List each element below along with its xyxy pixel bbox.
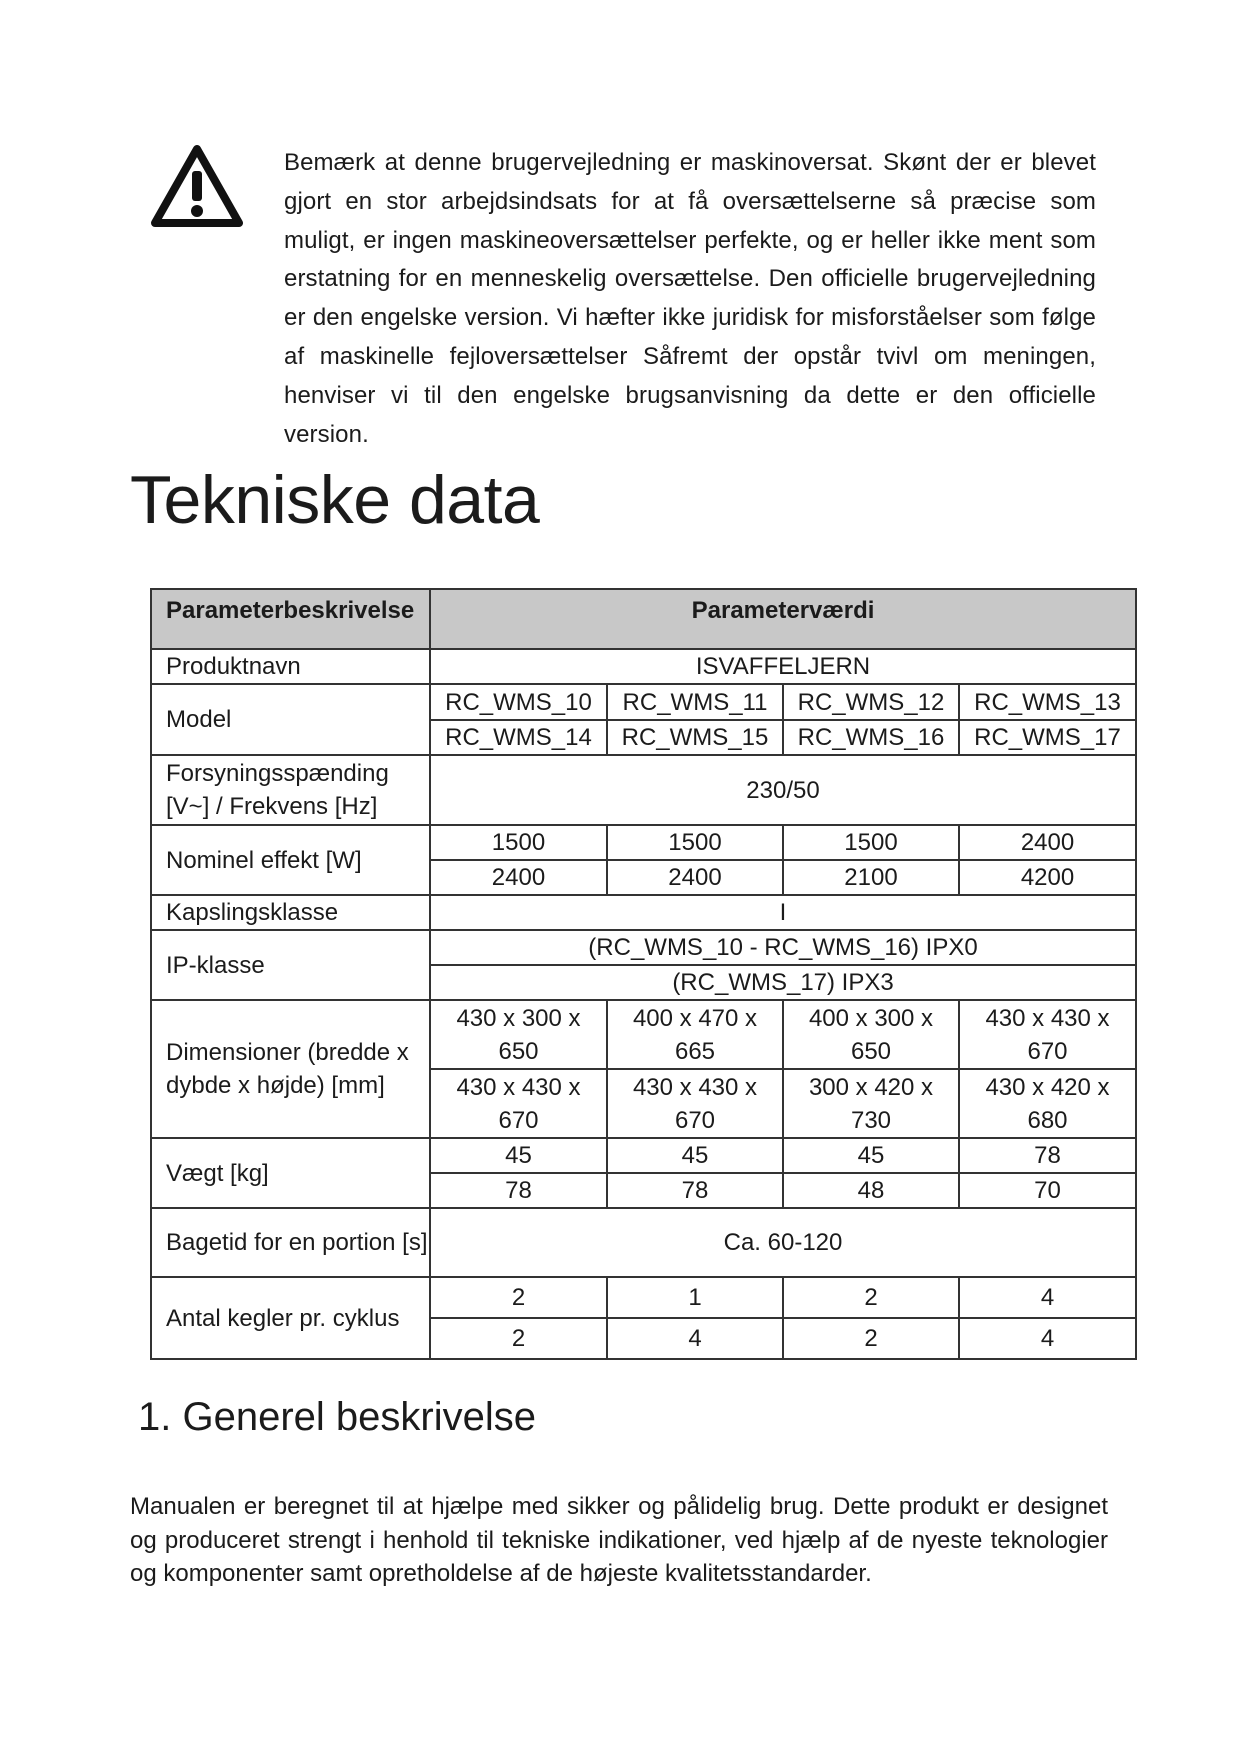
dimension-line: 300 x 420 x [808, 1073, 934, 1101]
dimension-cell [783, 1069, 959, 1138]
supply-label-line1: Forsyningsspænding [166, 760, 389, 787]
supply-voltage-value: 230/50 [430, 755, 1136, 825]
table-row [151, 1138, 1136, 1173]
dimension-cell [607, 1069, 783, 1138]
ip-class-value: (RC_WMS_10 - RC_WMS_16) IPX0 [430, 930, 1136, 965]
supply-voltage-label [151, 755, 430, 825]
table-row [151, 825, 1136, 860]
dimension-line: 670 [674, 1106, 716, 1134]
cones-cell: 2 [783, 1277, 959, 1318]
power-cell: 1500 [607, 825, 783, 860]
dimension-cell [959, 1000, 1136, 1069]
model-cell: RC_WMS_11 [607, 684, 783, 720]
cones-cell: 2 [783, 1318, 959, 1359]
table-row [151, 895, 1136, 930]
header-parameter-value: Parameterværdi [430, 589, 1136, 649]
weight-cell: 78 [430, 1173, 607, 1208]
dimension-line: 400 x 300 x [808, 1004, 934, 1032]
weight-cell: 70 [959, 1173, 1136, 1208]
cones-cell: 4 [959, 1318, 1136, 1359]
dimension-line: 680 [1027, 1106, 1068, 1134]
cones-cell: 1 [607, 1277, 783, 1318]
ip-class-value: (RC_WMS_17) IPX3 [430, 965, 1136, 1000]
cones-per-cycle-label: Antal kegler pr. cyklus [151, 1277, 430, 1359]
model-cell: RC_WMS_14 [430, 720, 607, 755]
cones-cell: 4 [607, 1318, 783, 1359]
power-cell: 2400 [959, 825, 1136, 860]
protection-class-value: I [430, 895, 1136, 930]
weight-cell: 78 [959, 1138, 1136, 1173]
power-cell: 1500 [430, 825, 607, 860]
dimension-line: 430 x 430 x [632, 1073, 758, 1101]
weight-cell: 78 [607, 1173, 783, 1208]
table-row [151, 1000, 1136, 1069]
model-cell: RC_WMS_17 [959, 720, 1136, 755]
dimension-line: 430 x 430 x [985, 1004, 1110, 1032]
dimension-cell [783, 1000, 959, 1069]
dimension-line: 730 [850, 1106, 892, 1134]
dimension-line: 430 x 300 x [456, 1004, 581, 1032]
section-body-text: Manualen er beregnet til at hjælpe med sikker og pålidelig brug. Dette produkt er designet og produceret strengt i henhold til tekniske indikationer, ved hjælp af de nyeste teknologier og komponenter samt opretholdelse af de højeste kvalitetsstandarder. [130, 1493, 1108, 1587]
baking-time-label: Bagetid for en portion [s] [151, 1208, 430, 1277]
page-title: Tekniske data [130, 462, 540, 538]
table-row [151, 1208, 1136, 1277]
weight-cell: 45 [607, 1138, 783, 1173]
dimension-line: 670 [1027, 1037, 1068, 1065]
weight-cell: 45 [430, 1138, 607, 1173]
technical-data-table [150, 588, 1137, 1360]
power-cell: 2400 [607, 860, 783, 895]
table-header-row [151, 589, 1136, 649]
power-cell: 4200 [959, 860, 1136, 895]
table-row [151, 755, 1136, 825]
model-cell: RC_WMS_10 [430, 684, 607, 720]
dimension-cell [607, 1000, 783, 1069]
table-row [151, 930, 1136, 965]
section-heading: 1. Generel beskrivelse [138, 1395, 536, 1439]
notice-text: Bemærk at denne brugervejledning er maskinoversat. Skønt der er blevet gjort en stor arbejdsindsats for at få oversættelserne så præcise som muligt, er ingen maskineoversættelser perfekte, og er heller ikke ment som erstatning for en menneskelig oversættelse. Den officielle brugervejledning er den engelske version. Vi hæfter ikke juridisk for misforståelser som følge af maskinelle fejloversættelser Såfremt der opstår tvivl om meningen, henviser vi til den engelske brugsanvisning da dette er den officielle version. [284, 149, 1096, 448]
dimensions-label: Dimensioner (bredde x dybde x højde) [mm] [151, 1000, 430, 1138]
cones-cell: 2 [430, 1318, 607, 1359]
warning-triangle-icon [150, 144, 244, 228]
dimension-line: 430 x 430 x [456, 1073, 581, 1101]
table-row [151, 684, 1136, 720]
weight-cell: 45 [783, 1138, 959, 1173]
baking-time-value: Ca. 60-120 [430, 1208, 1136, 1277]
power-cell: 1500 [783, 825, 959, 860]
table-row [151, 649, 1136, 684]
nominal-power-label: Nominel effekt [W] [151, 825, 430, 895]
dimension-line: 650 [850, 1037, 892, 1065]
model-label: Model [151, 684, 430, 755]
header-parameter-description: Parameterbeskrivelse [151, 589, 430, 649]
protection-class-label: Kapslingsklasse [151, 895, 430, 930]
cones-cell: 4 [959, 1277, 1136, 1318]
weight-cell: 48 [783, 1173, 959, 1208]
product-name-value: ISVAFFELJERN [430, 649, 1136, 684]
dimension-line: 400 x 470 x [632, 1004, 758, 1032]
dimension-cell [959, 1069, 1136, 1138]
dimension-line: 670 [498, 1106, 539, 1134]
dimension-line: 650 [498, 1037, 539, 1065]
model-cell: RC_WMS_16 [783, 720, 959, 755]
model-cell: RC_WMS_15 [607, 720, 783, 755]
power-cell: 2400 [430, 860, 607, 895]
ip-class-label: IP-klasse [151, 930, 430, 1000]
dimension-line: 430 x 420 x [985, 1073, 1110, 1101]
dimension-cell [430, 1069, 607, 1138]
cones-cell: 2 [430, 1277, 607, 1318]
model-cell: RC_WMS_13 [959, 684, 1136, 720]
table-row [151, 1277, 1136, 1318]
model-cell: RC_WMS_12 [783, 684, 959, 720]
product-name-label: Produktnavn [151, 649, 430, 684]
dimension-cell [430, 1000, 607, 1069]
power-cell: 2100 [783, 860, 959, 895]
weight-label: Vægt [kg] [151, 1138, 430, 1208]
supply-label-line2: [V~] / Frekvens [Hz] [166, 793, 378, 820]
dimension-line: 665 [674, 1037, 716, 1065]
